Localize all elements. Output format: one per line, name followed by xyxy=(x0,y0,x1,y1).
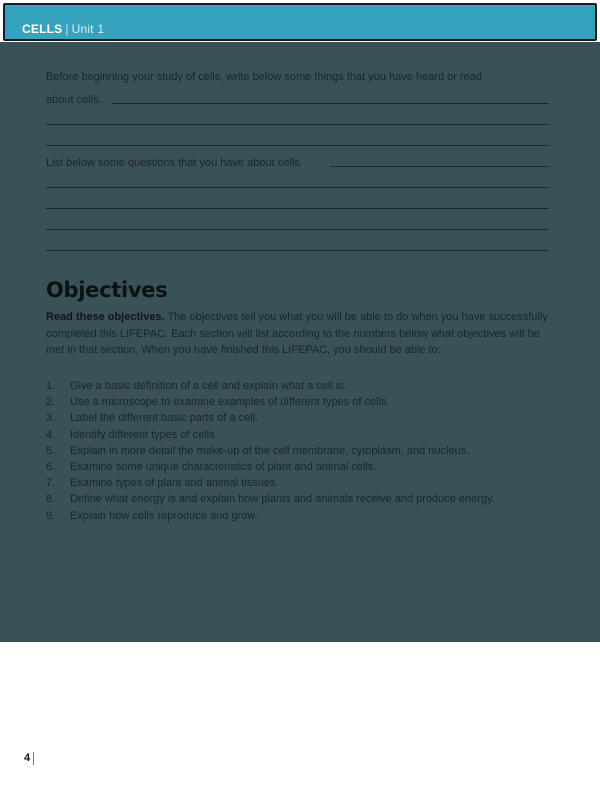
header-title xyxy=(22,22,104,36)
answer-line[interactable] xyxy=(330,166,549,167)
objective-item xyxy=(46,394,566,410)
answer-line[interactable] xyxy=(46,145,549,146)
objective-number: 6. xyxy=(46,460,56,473)
answer-line[interactable] xyxy=(46,208,549,209)
objective-number: 2. xyxy=(46,396,56,409)
objective-item xyxy=(46,475,566,491)
objective-text: Use a microscope to examine examples of different types of cells. xyxy=(70,396,390,409)
answer-line[interactable] xyxy=(46,229,549,230)
objective-text: Examine types of plant and animal tissues. xyxy=(70,477,279,490)
objective-number: 9. xyxy=(46,509,56,522)
objective-item xyxy=(46,378,566,394)
objectives-list xyxy=(46,378,566,524)
questions-prompt: List below some questions that you have about cells. xyxy=(46,157,303,169)
objectives-intro xyxy=(46,309,556,359)
objective-item xyxy=(46,508,566,524)
objective-number: 8. xyxy=(46,493,56,506)
objective-number: 3. xyxy=(46,412,56,425)
header-separator: | xyxy=(65,22,69,36)
page-number-separator xyxy=(33,752,34,765)
header-unit: Unit 1 xyxy=(71,22,105,36)
objectives-intro-text: The objectives tell you what you will be able to do when you have successfully completed this LIFEPAC. Each section will list according to the numbers below what objectives will be met in that section. When you have finished this LIFEPAC, you should be able to: xyxy=(46,311,548,356)
objective-text: Identify different types of cells. xyxy=(70,428,218,441)
objective-number: 4. xyxy=(46,428,56,441)
objective-item xyxy=(46,443,566,459)
answer-line[interactable] xyxy=(46,124,549,125)
objective-text: Examine some unique characteristics of plant and animal cells. xyxy=(70,460,377,473)
objective-text: Explain how cells reproduce and grow. xyxy=(70,509,258,522)
objective-item xyxy=(46,427,566,443)
heard-prompt-line1: Before beginning your study of cells, write below some things that you have heard or read xyxy=(46,71,482,83)
answer-line[interactable] xyxy=(46,250,549,251)
objective-item xyxy=(46,491,566,507)
objectives-heading: Objectives xyxy=(46,278,168,302)
objective-number: 5. xyxy=(46,444,56,457)
objective-text: Define what energy is and explain how plants and animals receive and produce energy. xyxy=(70,493,495,506)
objective-number: 1. xyxy=(46,380,56,392)
answer-line[interactable] xyxy=(112,103,549,104)
answer-line[interactable] xyxy=(46,187,549,188)
objectives-intro-lead: Read these objectives. xyxy=(46,311,165,323)
objective-item xyxy=(46,410,566,426)
objective-item xyxy=(46,459,566,475)
objective-text: Give a basic definition of a cell and explain what a cell is. xyxy=(70,380,347,392)
objective-number: 7. xyxy=(46,477,56,490)
heard-prompt-line2: about cells. xyxy=(46,94,102,106)
objective-text: Explain in more detail the make-up of the cell membrane, cytoplasm, and nucleus. xyxy=(70,444,470,457)
objective-text: Label the different basic parts of a cell. xyxy=(70,412,259,425)
header-subject: CELLS xyxy=(22,22,63,36)
page-number: 4 xyxy=(24,752,31,764)
